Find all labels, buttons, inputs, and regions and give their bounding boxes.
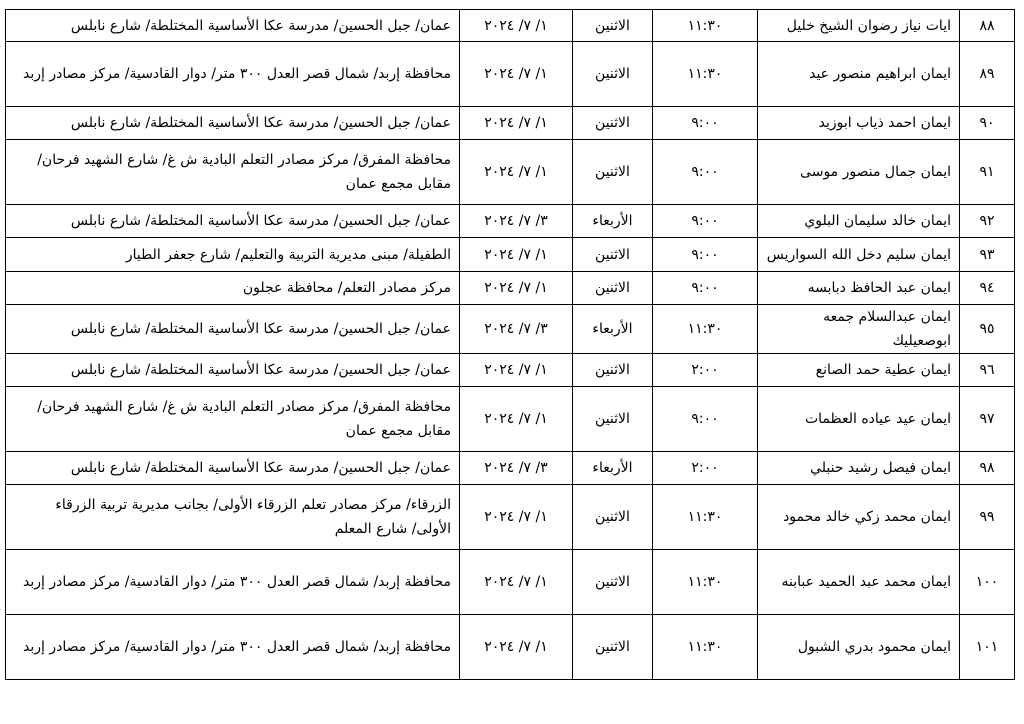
location-cell: [6, 42, 460, 107]
name-text: ايمان عبدالسلام جمعه ابوصعيليك: [823, 309, 951, 349]
name-text: ايات نياز رضوان الشيخ خليل: [786, 17, 951, 34]
date-cell: [460, 42, 573, 107]
name-text: ايمان محمد زكي خالد محمود: [783, 509, 951, 525]
day-text: الاثنين: [595, 639, 630, 655]
date-cell: [460, 272, 573, 305]
name-cell: [758, 387, 960, 452]
location-text: عمان/ جبل الحسين/ مدرسة عكا الأساسية المختلطة/ شارع نابلس: [70, 115, 451, 131]
row-number-text: ١٠٠: [975, 574, 999, 590]
row-number-text: ٩٤: [979, 280, 995, 296]
location-cell: [6, 615, 460, 680]
table-row: [6, 452, 1015, 485]
day-text: الأربعاء: [592, 460, 633, 476]
day-cell: [573, 305, 653, 354]
table-row: [6, 272, 1015, 305]
time-cell: [653, 354, 758, 387]
date-cell: [460, 205, 573, 238]
time-cell: [653, 205, 758, 238]
name-text: ايمان ابراهيم منصور عيد: [809, 66, 951, 82]
table-row: [6, 107, 1015, 140]
name-cell: [758, 305, 960, 354]
row-number-text: ٩٠: [979, 115, 995, 131]
name-text: ايمان محمود بدري الشبول: [797, 639, 951, 655]
name-text: ايمان فيصل رشيد حنبلي: [810, 460, 951, 476]
time-text: ٩:٠٠: [691, 411, 719, 427]
row-number-cell: [960, 10, 1015, 42]
day-cell: [573, 107, 653, 140]
location-text: محافظة إربد/ شمال قصر العدل ٣٠٠ متر/ دوار القادسية/ مركز مصادر إربد: [22, 574, 451, 590]
name-cell: [758, 107, 960, 140]
name-cell: [758, 550, 960, 615]
day-cell: [573, 485, 653, 550]
location-text: محافظة المفرق/ مركز مصادر التعلم البادية ش غ/ شارع الشهيد فرحان/ مقابل مجمع عمان: [37, 399, 451, 439]
day-text: الاثنين: [595, 509, 630, 525]
time-cell: [653, 550, 758, 615]
name-cell: [758, 10, 960, 42]
table-row: [6, 485, 1015, 550]
schedule-table-body: [6, 10, 1015, 680]
day-cell: [573, 42, 653, 107]
day-cell: [573, 140, 653, 205]
table-row: [6, 205, 1015, 238]
time-text: ١١:٣٠: [687, 639, 723, 655]
date-text: ١/ ٧/ ٢٠٢٤: [484, 574, 548, 590]
name-text: ايمان عيد عياده العظمات: [804, 411, 951, 427]
table-row: [6, 10, 1015, 42]
location-text: عمان/ جبل الحسين/ مدرسة عكا الأساسية المختلطة/ شارع نابلس: [70, 17, 451, 34]
row-number-cell: [960, 550, 1015, 615]
date-cell: [460, 354, 573, 387]
name-cell: [758, 42, 960, 107]
location-cell: [6, 205, 460, 238]
day-text: الأربعاء: [592, 213, 633, 229]
location-cell: [6, 387, 460, 452]
day-text: الاثنين: [595, 362, 630, 378]
name-text: ايمان عطية حمد الصانع: [815, 362, 951, 378]
date-text: ٣/ ٧/ ٢٠٢٤: [484, 321, 548, 337]
table-row: [6, 305, 1015, 354]
location-text: مركز مصادر التعلم/ محافظة عجلون: [242, 280, 451, 296]
day-text: الاثنين: [595, 280, 630, 296]
name-cell: [758, 238, 960, 272]
location-cell: [6, 140, 460, 205]
time-text: ٩:٠٠: [691, 246, 719, 263]
day-cell: [573, 272, 653, 305]
row-number-text: ٩١: [979, 164, 995, 180]
row-number-cell: [960, 387, 1015, 452]
location-text: محافظة إربد/ شمال قصر العدل ٣٠٠ متر/ دوار القادسية/ مركز مصادر إربد: [22, 639, 451, 655]
name-cell: [758, 485, 960, 550]
location-cell: [6, 238, 460, 272]
row-number-cell: [960, 305, 1015, 354]
date-cell: [460, 305, 573, 354]
date-cell: [460, 615, 573, 680]
row-number-cell: [960, 107, 1015, 140]
date-cell: [460, 140, 573, 205]
date-text: ١/ ٧/ ٢٠٢٤: [484, 246, 548, 263]
name-cell: [758, 354, 960, 387]
day-text: الاثنين: [595, 574, 630, 590]
location-cell: [6, 10, 460, 42]
time-text: ٢:٠٠: [691, 460, 719, 476]
location-text: محافظة إربد/ شمال قصر العدل ٣٠٠ متر/ دوار القادسية/ مركز مصادر إربد: [22, 66, 451, 82]
location-text: عمان/ جبل الحسين/ مدرسة عكا الأساسية المختلطة/ شارع نابلس: [70, 362, 451, 378]
name-text: ايمان جمال منصور موسى: [800, 164, 951, 180]
location-text: محافظة المفرق/ مركز مصادر التعلم البادية ش غ/ شارع الشهيد فرحان/ مقابل مجمع عمان: [37, 152, 451, 192]
location-text: الطفيلة/ مبنى مديرية التربية والتعليم/ شارع جعفر الطيار: [125, 246, 451, 263]
location-text: الزرقاء/ مركز مصادر تعلم الزرقاء الأولى/ بجانب مديرية تربية الزرقاء الأولى/ شارع المعلم: [55, 497, 451, 537]
row-number-text: ١٠١: [975, 639, 999, 655]
date-text: ٣/ ٧/ ٢٠٢٤: [484, 213, 548, 229]
location-cell: [6, 305, 460, 354]
day-text: الاثنين: [595, 17, 630, 34]
table-row: [6, 238, 1015, 272]
name-text: ايمان سليم دخل الله السواريس: [766, 246, 951, 263]
day-text: الأربعاء: [592, 321, 633, 337]
location-text: عمان/ جبل الحسين/ مدرسة عكا الأساسية المختلطة/ شارع نابلس: [70, 213, 451, 229]
time-cell: [653, 42, 758, 107]
table-row: [6, 140, 1015, 205]
date-text: ١/ ٧/ ٢٠٢٤: [484, 66, 548, 82]
row-number-cell: [960, 272, 1015, 305]
date-text: ١/ ٧/ ٢٠٢٤: [484, 509, 548, 525]
name-cell: [758, 140, 960, 205]
date-cell: [460, 452, 573, 485]
time-cell: [653, 387, 758, 452]
day-cell: [573, 354, 653, 387]
row-number-cell: [960, 354, 1015, 387]
date-cell: [460, 10, 573, 42]
name-text: ايمان محمد عبد الحميد عبابنه: [781, 574, 951, 590]
date-text: ١/ ٧/ ٢٠٢٤: [484, 17, 548, 34]
table-row: [6, 615, 1015, 680]
date-text: ١/ ٧/ ٢٠٢٤: [484, 411, 548, 427]
row-number-text: ٩٢: [979, 213, 995, 229]
date-text: ١/ ٧/ ٢٠٢٤: [484, 280, 548, 296]
time-text: ١١:٣٠: [687, 509, 723, 525]
date-text: ١/ ٧/ ٢٠٢٤: [484, 164, 548, 180]
time-cell: [653, 272, 758, 305]
name-cell: [758, 615, 960, 680]
table-row: [6, 354, 1015, 387]
day-cell: [573, 205, 653, 238]
row-number-text: ٩٦: [979, 362, 995, 378]
row-number-cell: [960, 238, 1015, 272]
date-cell: [460, 485, 573, 550]
row-number-text: ٨٨: [979, 17, 995, 34]
time-text: ١١:٣٠: [687, 321, 723, 337]
location-cell: [6, 272, 460, 305]
time-cell: [653, 10, 758, 42]
time-text: ٩:٠٠: [691, 164, 719, 180]
row-number-cell: [960, 452, 1015, 485]
day-text: الاثنين: [595, 115, 630, 131]
time-cell: [653, 452, 758, 485]
date-cell: [460, 387, 573, 452]
date-text: ١/ ٧/ ٢٠٢٤: [484, 639, 548, 655]
row-number-cell: [960, 42, 1015, 107]
time-text: ١١:٣٠: [687, 66, 723, 82]
day-text: الاثنين: [595, 246, 630, 263]
date-text: ١/ ٧/ ٢٠٢٤: [484, 362, 548, 378]
location-cell: [6, 107, 460, 140]
time-cell: [653, 305, 758, 354]
time-cell: [653, 238, 758, 272]
table-row: [6, 42, 1015, 107]
date-text: ٣/ ٧/ ٢٠٢٤: [484, 460, 548, 476]
day-cell: [573, 615, 653, 680]
time-text: ١١:٣٠: [687, 574, 723, 590]
date-cell: [460, 107, 573, 140]
time-text: ٩:٠٠: [691, 115, 719, 131]
day-text: الاثنين: [595, 164, 630, 180]
time-text: ٩:٠٠: [691, 280, 719, 296]
row-number-cell: [960, 615, 1015, 680]
name-text: ايمان احمد ذياب ابوزيد: [818, 115, 951, 131]
date-cell: [460, 550, 573, 615]
name-text: ايمان خالد سليمان البلوي: [804, 213, 951, 229]
day-cell: [573, 238, 653, 272]
table-row: [6, 387, 1015, 452]
schedule-table: [5, 9, 1015, 680]
row-number-cell: [960, 140, 1015, 205]
day-cell: [573, 452, 653, 485]
time-text: ١١:٣٠: [687, 17, 723, 34]
name-cell: [758, 272, 960, 305]
row-number-text: ٩٨: [979, 460, 995, 476]
name-text: ايمان عبد الحافظ دبابسه: [807, 280, 951, 296]
day-text: الاثنين: [595, 411, 630, 427]
time-cell: [653, 107, 758, 140]
location-cell: [6, 452, 460, 485]
name-cell: [758, 205, 960, 238]
row-number-text: ٩٣: [979, 246, 995, 263]
date-cell: [460, 238, 573, 272]
location-text: عمان/ جبل الحسين/ مدرسة عكا الأساسية المختلطة/ شارع نابلس: [70, 460, 451, 476]
table-row: [6, 550, 1015, 615]
row-number-text: ٨٩: [979, 66, 995, 82]
name-cell: [758, 452, 960, 485]
day-cell: [573, 387, 653, 452]
time-cell: [653, 615, 758, 680]
date-text: ١/ ٧/ ٢٠٢٤: [484, 115, 548, 131]
day-cell: [573, 550, 653, 615]
time-text: ٩:٠٠: [691, 213, 719, 229]
row-number-cell: [960, 485, 1015, 550]
row-number-text: ٩٧: [979, 411, 995, 427]
location-text: عمان/ جبل الحسين/ مدرسة عكا الأساسية المختلطة/ شارع نابلس: [70, 321, 451, 337]
location-cell: [6, 485, 460, 550]
location-cell: [6, 354, 460, 387]
day-cell: [573, 10, 653, 42]
row-number-text: ٩٩: [979, 509, 995, 525]
time-cell: [653, 140, 758, 205]
time-text: ٢:٠٠: [691, 362, 719, 378]
location-cell: [6, 550, 460, 615]
time-cell: [653, 485, 758, 550]
row-number-cell: [960, 205, 1015, 238]
day-text: الاثنين: [595, 66, 630, 82]
row-number-text: ٩٥: [979, 321, 995, 337]
